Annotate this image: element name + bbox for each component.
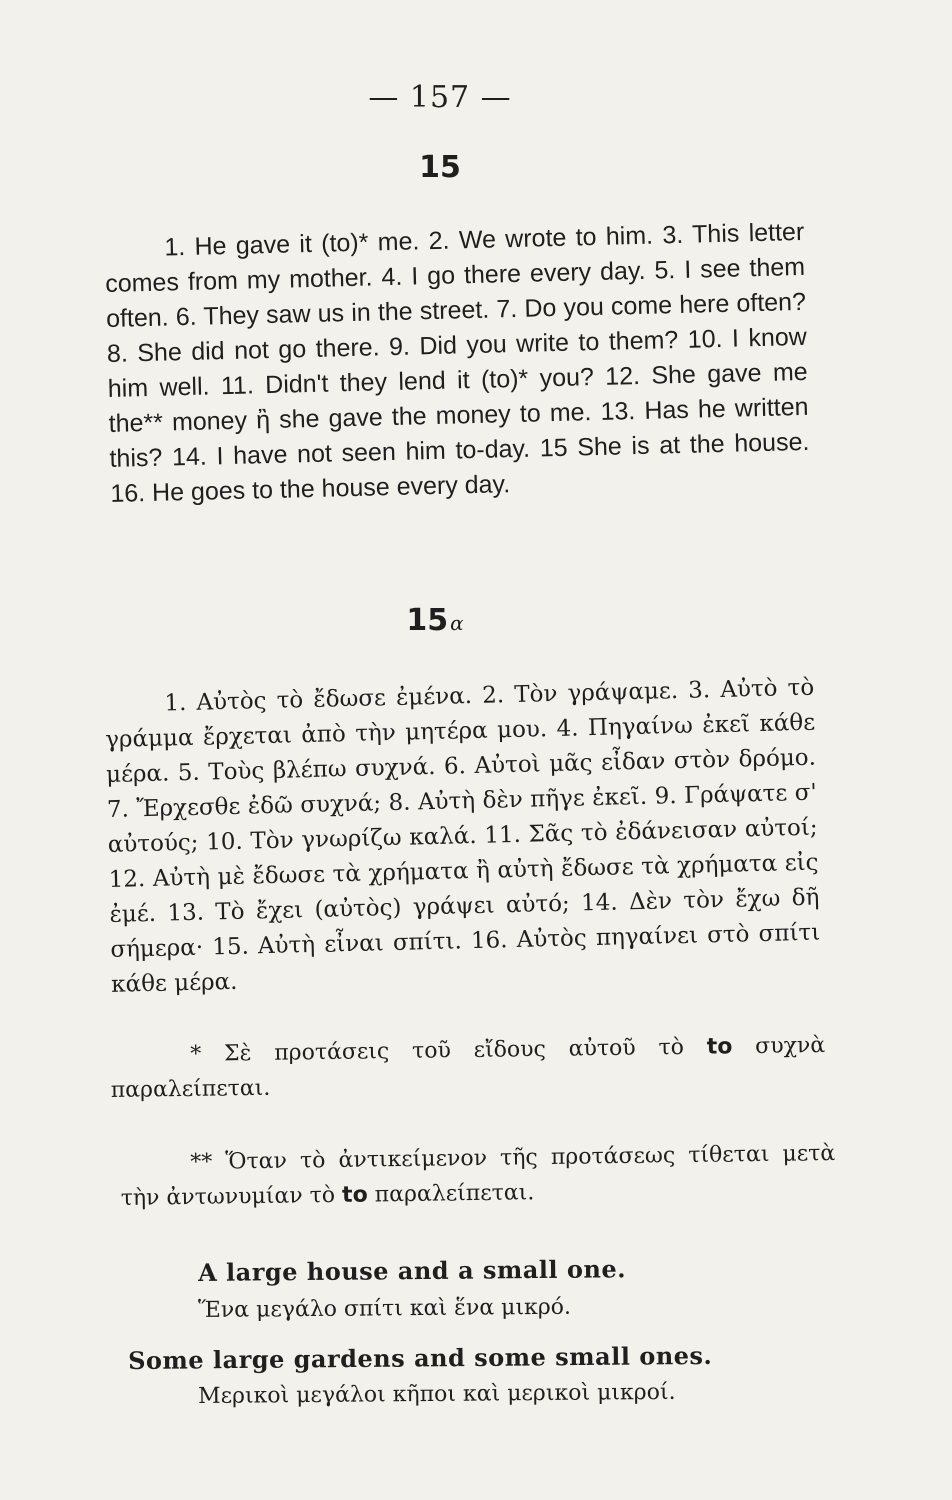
exercise-15a-heading-suffix: α [450,611,464,635]
exercise-15a-heading [0,603,870,638]
footnote-single-asterisk [110,1028,826,1108]
example-1-english: A large house and a small one. [198,1254,627,1287]
footnote-2-text-end: παραλείπεται. [367,1180,535,1208]
example-1-greek: Ἕνα μεγάλο σπίτι καὶ ἕνα μικρό. [198,1294,572,1323]
footnote-1-bold-word: to [706,1034,733,1060]
example-2-english: Some large gardens and some small ones. [128,1340,713,1375]
footnote-2-text-start: ** Ὅταν τὸ ἀντικείμενον τῆς προτάσεως τίθεται μετὰ τὴν ἀντωνυμίαν τὸ [120,1141,836,1211]
footnote-double-asterisk [120,1136,836,1216]
exercise-15-english-text: 1. He gave it (to)* me. 2. We wrote to him. 3. This letter comes from my mother. 4. I go there every day. 5. I see them often. 6. They saw us in the street. 7. Do you come here often? 8. She did not go there. 9. Did you write to them? 10. I know him well. 11. Didn't they lend it (to)* you? 12. She gave me the** money ἢ she gave the money to me. 13. Has he written this? 14. I have not seen him to-day. 15 She is at the house. 16. He goes to the house every day. [104,217,810,508]
footnote-1-text-start: * Σὲ προτάσεις τοῦ εἴδους αὐτοῦ τὸ [190,1034,707,1067]
exercise-15a-greek-text: 1. Αὐτὸς τὸ ἔδωσε ἐμένα. 2. Τὸν γράψαμε. 3. Αὐτὸ τὸ γράμμα ἔρχεται ἀπὸ τὴν μητέρα μου. 4. Πηγαίνω ἐκεῖ κάθε μέρα. 5. Τοὺς βλέπω συχνά. 6. Αὐτοὶ μᾶς εἶδαν στὸν δρόμο. 7. Ἔρχεσθε ἐδῶ συχνά; 8. Αὐτὴ δὲν πῆγε ἐκεῖ. 9. Γράψατε σ' αὐτούς; 10. Τὸν γνωρίζω καλά. 11. Σᾶς τὸ ἐδάνεισαν αὐτοί; 12. Αὐτὴ μὲ ἔδωσε τὰ χρήματα ἢ αὐτὴ ἔδωσε τὰ χρήματα εἰς ἐμέ. 13. Τὸ ἔχει (αὐτὸς) γράψει αὐτό; 14. Δὲν τὸν ἔχω δῆ σήμερα· 15. Αὐτὴ εἶναι σπίτι. 16. Αὐτὸς πηγαίνει στὸ σπίτι κάθε μέρα. [104,674,821,998]
footnote-2-bold-word: to [341,1182,368,1208]
exercise-15a-heading-number: 15 [406,603,449,638]
exercise-15-heading: 15 [419,150,461,185]
example-2-greek: Μερικοὶ μεγάλοι κῆποι καὶ μερικοὶ μικροί. [198,1379,676,1409]
footnote-1-text-end: συχνὰ παραλείπεται. [110,1033,826,1103]
page-number: — 157 — [368,80,512,115]
